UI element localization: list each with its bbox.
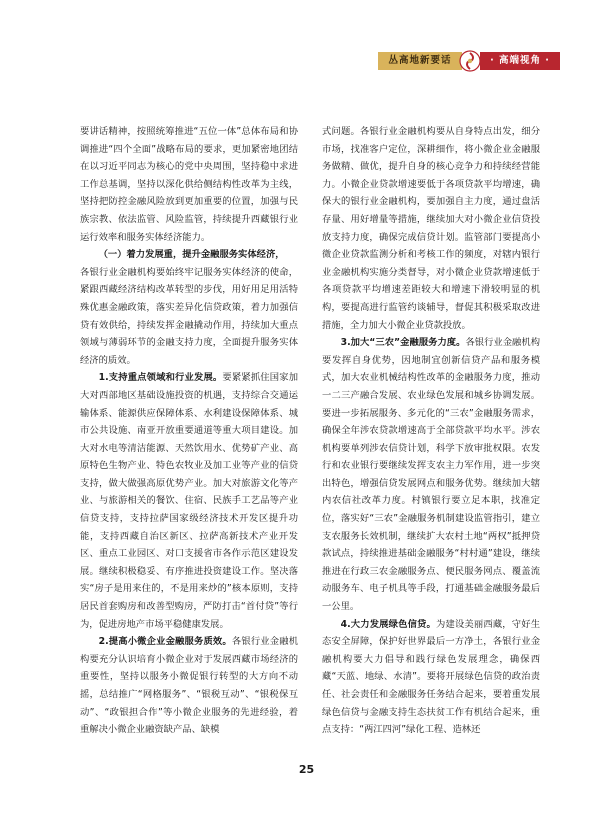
item-body-3: 各银行业金融机构要发挥自身优势，因地制宜创新信贷产品和服务模式，加大农业机械结构性改革的金融服务力度，推动一二三产融合发展、农业绿色发展和城乡协调发展。要进一步拓展服务、多元化的“三农”金融服务需求，确保全年涉农贷款增速高于全部贷款平均水平。涉农机构要单列涉农信贷计划，科学下放审批权限。农发行和农业银行要继续发挥支农主力军作用，进一步突出特色，增强信贷发展网点和服务优势。继续加大辖内农信社改革力度。村镇银行要立足本职，找准定位，落实好“三农”金融服务机制建设监管指引，建立支农服务长效机制，继续扩大农村土地“两权”抵押贷款试点，持续推进基础金融服务“村村通”建设，继续推进在行政三农金融服务点、便民服务网点、覆盖流动服务车、电子机具等手段，打通基础金融服务最后一公里。 bbox=[322, 337, 540, 613]
right-text-column bbox=[322, 123, 540, 739]
right-paragraph-1: 式问题。各银行业金融机构要从自身特点出发，细分市场，找准客户定位，深耕细作，将小微企业金融服务做精、做优，提升自身的核心竞争力和持续经营能力。小微企业贷款增速要低于各项贷款平均增速，确保大的银行业金融机构，要加强自主力度，通过盘活存量、用好增量等措施，继续加大对小微企业信贷投放支持力度，确保完成信贷计划。监管部门要提高小微企业贷款监测分析和考核工作的频度，对辖内银行业金融机构实施分类督导，对小微企业贷款增速低于各项贷款平均增速差距较大和增速下滑较明显的机构，要提高进行监管约谈辅导，督促其积极采取改进措施，全力加大小微企业贷款投放。 bbox=[322, 126, 540, 331]
item-heading-3: 3.加大“三农”金融服务力度。 bbox=[340, 337, 466, 349]
item-heading-4: 4.大力发展绿色信贷。 bbox=[340, 618, 436, 630]
section-header bbox=[378, 50, 560, 72]
left-paragraph-3 bbox=[80, 369, 298, 633]
right-paragraph-2 bbox=[322, 334, 540, 616]
header-right-banner bbox=[480, 52, 560, 70]
page-number: 25 bbox=[298, 763, 315, 776]
left-text-column bbox=[80, 123, 298, 739]
section-heading-1: （一）着力发展重，提升金融服务实体经济， bbox=[98, 249, 285, 261]
right-paragraph-3 bbox=[322, 616, 540, 739]
item-heading-2: 2.提高小微企业金融服务质效。 bbox=[98, 636, 232, 648]
header-right-label: · 高端视角 · bbox=[490, 55, 550, 66]
left-paragraph-2: 各银行业金融机构要始终牢记服务实体经济的使命，紧跟西藏经济结构改革转型的步伐，用好用足用活特殊优惠金融政策，落实差异化信贷政策，着力加强信贷有效供给，持续发挥金融撬动作用，持续加大重点领域与薄弱环节的金融支持力度，全面提升服务实体经济的质效。 bbox=[80, 266, 298, 366]
item-body-1: 要紧紧抓住国家加大对西部地区基础设施投资的机遇，支持综合交通运输体系、能源供应保障体系、水利建设保障体系、城市公共设施、南亚开放重要通道等重大项目建设。加大对水电等清洁能源、天然饮用水、优势矿产业、高原特色生物产业、特色农牧业及加工业等产业的信贷支持，做大做强高原优势产业。加大对旅游文化等产业、与旅游相关的餐饮、住宿、民族手工艺品等产业信贷支持，支持拉萨国家级经济技术开发区提升功能，支持西藏自治区新区、拉萨高新技术产业开发区、重点工业园区、对口支援省市各作示范区建设发展。继续积极稳妥、有序推进投资建设工作。坚决落实“房子是用来住的，不是用来炒的”核本原则，支持居民首套购房和改善型购房，严防打击“首付贷”等行为，促进房地产市场平稳健康发展。 bbox=[80, 372, 298, 630]
left-paragraph-1: 要讲话精神，按照统筹推进“五位一体”总体布局和协调推进“四个全面”战略布局的要求，更加紧密地团结在以习近平同志为核心的党中央周围，坚持稳中求进工作总基调，坚持以深化供给侧结构性改革为主线，坚持把防控金融风险放到更加重要的位置，加强与民族宗教、依法监管、风险监管，持续提升西藏银行业运行效率和服务实体经济能力。 bbox=[80, 126, 298, 243]
header-left-banner bbox=[378, 52, 462, 70]
left-paragraph-4 bbox=[80, 633, 298, 739]
emblem-icon bbox=[458, 50, 482, 72]
item-body-2: 各银行业金融机构要充分认识培育小微企业对于发展西藏市场经济的重要性，坚持以服务小微促银行转型的大方向不动摇，总结推广“网格服务”、“银税互动”、“银税保互动”、“政银担合作”等小微企业服务的先进经验，着重解决小微企业融资缺产品、缺模 bbox=[80, 636, 298, 736]
item-heading-1: 1.支持重点领域和行业发展。 bbox=[98, 372, 223, 384]
item-body-4: 为建设美丽西藏，守好生态安全屏障，保护好世界最后一方净土，各银行业金融机构要大力倡导和践行绿色发展理念，确保西藏“天蓝、地绿、水清”。要将开展绿色信贷的政治责任、社会责任和金融服务任务结合起来，要着重发展绿色信贷与金融支持生态扶贫工作有机结合起来，重点支持：“两江四河”绿化工程、造林还 bbox=[322, 618, 540, 736]
header-left-label: 丛高地新要话 bbox=[388, 55, 452, 66]
